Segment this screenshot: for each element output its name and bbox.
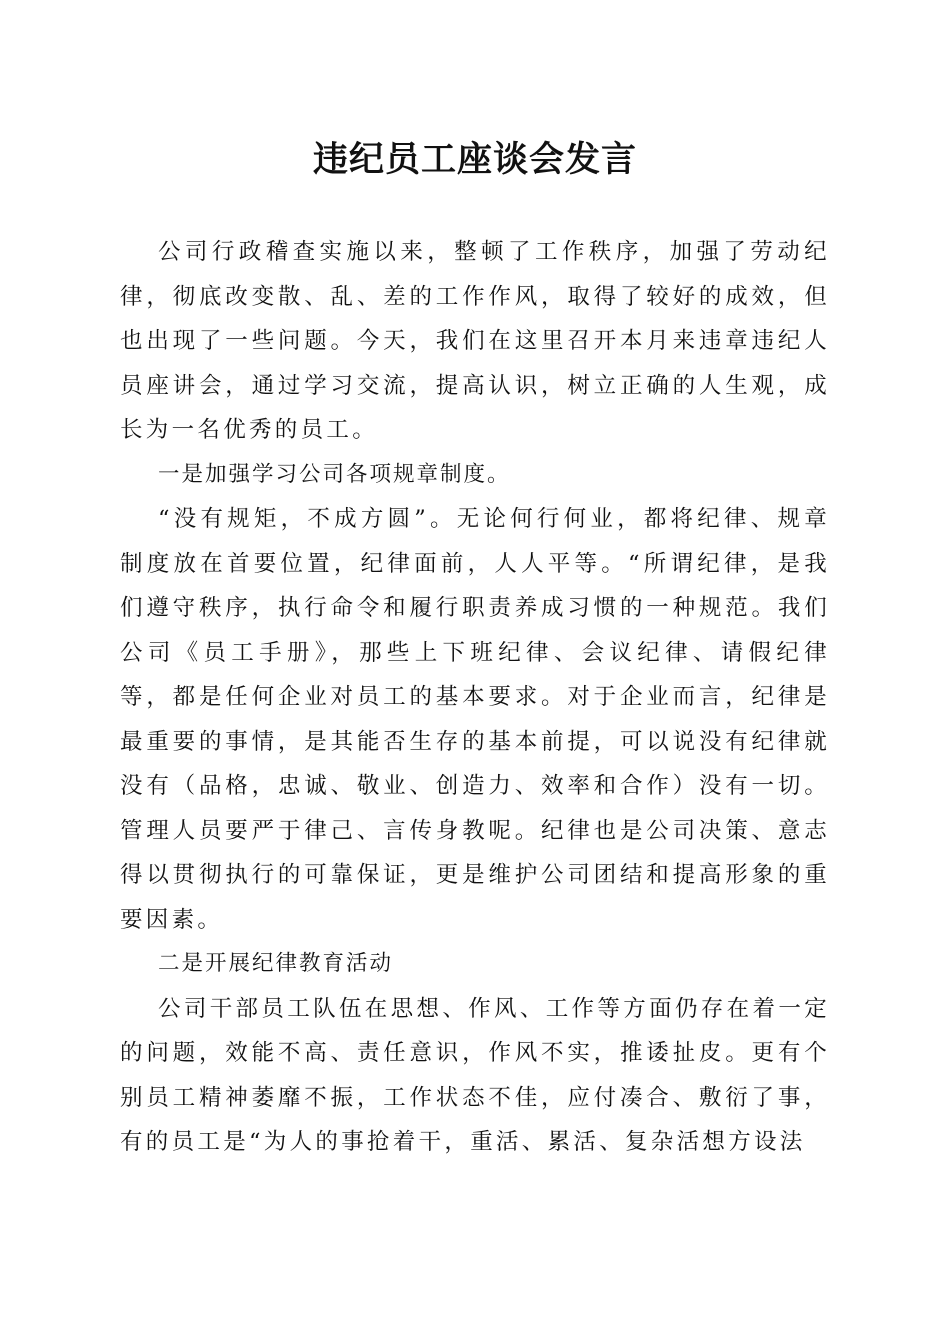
intro-paragraph: 公司行政稽查实施以来，整顿了工作秩序，加强了劳动纪律，彻底改变散、乱、差的工作作风，取得了较好的成效，但也出现了一些问题。今天，我们在这里召开本月来违章违纪人员座讲会，通过学习交流，提高认识，树立正确的人生观，成长为一名优秀的员工。 bbox=[120, 239, 830, 443]
section-1-paragraph: “没有规矩，不成方圆”。无论何行何业，都将纪律、规章制度放在首要位置，纪律面前，人人平等。“所谓纪律，是我们遵守秩序，执行命令和履行职责养成习惯的一种规范。我们公司《员工手册》，那些上下班纪律、会议纪律、请假纪律等，都是任何企业对员工的基本要求。对于企业而言，纪律是最重要的事情，是其能否生存的基本前提，可以说没有纪律就没有（品格，忠诚、敬业、创造力、效率和合作）没有一切。管理人员要严于律己、言传身教呢。纪律也是公司决策、意志得以贯彻执行的可靠保证，更是维护公司团结和提高形象的重要因素。 bbox=[120, 506, 830, 933]
section-2-paragraph: 公司干部员工队伍在思想、作风、工作等方面仍存在着一定的问题，效能不高、责任意识，作风不实，推诿扯皮。更有个别员工精神萎靡不振，工作状态不佳，应付凑合、敷衍了事，有的员工是“为人的事抢着干，重活、累活、复杂活想方设法 bbox=[120, 995, 830, 1155]
document-body bbox=[120, 230, 830, 1165]
section-heading-1: 一是加强学习公司各项规章制度。 bbox=[158, 461, 511, 487]
document-title: 违纪员工座谈会发言 bbox=[312, 139, 637, 180]
section-heading-2: 二是开展纪律教育活动 bbox=[158, 951, 394, 976]
